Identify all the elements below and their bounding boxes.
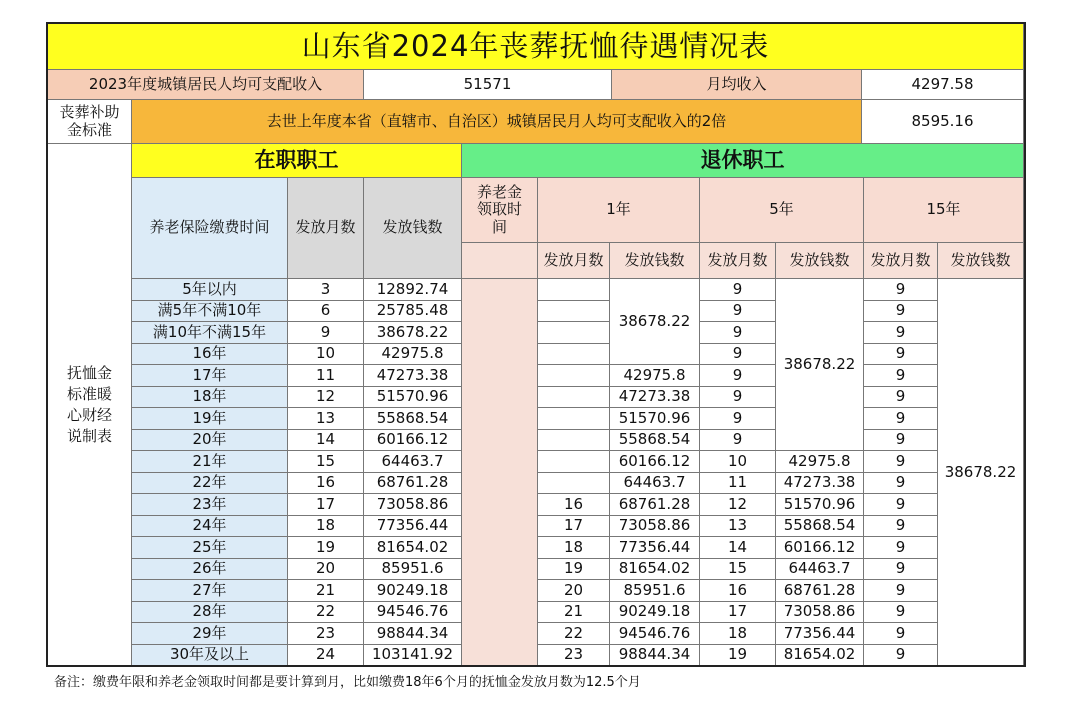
- row-y1-months: [538, 365, 610, 387]
- y15-amount-header: 发放钱数: [938, 243, 1024, 279]
- row-months: 16: [288, 473, 364, 495]
- row-y1-months: [538, 344, 610, 366]
- row-months: 13: [288, 408, 364, 430]
- row-y1-months: 19: [538, 559, 610, 581]
- row-y1-months: [538, 322, 610, 344]
- row-y5-amount: 55868.54: [776, 516, 864, 538]
- row-amount: 60166.12: [364, 430, 462, 452]
- row-y15-months: 9: [864, 301, 938, 323]
- footnote: 备注：缴费年限和养老金领取时间都是要计算到月，比如缴费18年6个月的抚恤金发放月数为12.5个月: [54, 675, 641, 690]
- row-y1-months: 17: [538, 516, 610, 538]
- row-y5-months: 9: [700, 322, 776, 344]
- row-months: 6: [288, 301, 364, 323]
- row-y15-months: 9: [864, 623, 938, 645]
- row-period: 18年: [132, 387, 288, 409]
- row-y5-months: 9: [700, 344, 776, 366]
- income-label: 2023年度城镇居民人均可支配收入: [48, 70, 364, 100]
- row-period: 26年: [132, 559, 288, 581]
- row-y5-amount: 51570.96: [776, 494, 864, 516]
- row-amount: 98844.34: [364, 623, 462, 645]
- group-15-years: 15年: [864, 178, 1024, 243]
- row-period: 27年: [132, 580, 288, 602]
- row-y5-amount: 42975.8: [776, 451, 864, 473]
- active-amount-header: 发放钱数: [364, 178, 462, 279]
- row-y5-months: 15: [700, 559, 776, 581]
- row-y5-months: 9: [700, 387, 776, 409]
- row-y15-months: 9: [864, 645, 938, 667]
- row-amount: 81654.02: [364, 537, 462, 559]
- row-period: 满10年不满15年: [132, 322, 288, 344]
- income-value: 51571: [364, 70, 612, 100]
- row-months: 17: [288, 494, 364, 516]
- row-y1-amount: 68761.28: [610, 494, 700, 516]
- row-months: 18: [288, 516, 364, 538]
- row-y5-months: 13: [700, 516, 776, 538]
- retired-employees-header: 退休职工: [462, 144, 1024, 178]
- row-amount: 38678.22: [364, 322, 462, 344]
- row-y1-amount: 94546.76: [610, 623, 700, 645]
- row-months: 19: [288, 537, 364, 559]
- pension-standard-label: 抚恤金标准暖心财经说制表: [48, 144, 132, 667]
- row-y1-months: [538, 451, 610, 473]
- row-y15-months: 9: [864, 494, 938, 516]
- row-amount: 25785.48: [364, 301, 462, 323]
- row-y1-amount: 42975.8: [610, 365, 700, 387]
- group-5-years: 5年: [700, 178, 864, 243]
- row-period: 30年及以上: [132, 645, 288, 667]
- row-y1-amount: 60166.12: [610, 451, 700, 473]
- row-period: 16年: [132, 344, 288, 366]
- row-y1-amount: 90249.18: [610, 602, 700, 624]
- row-y5-months: 19: [700, 645, 776, 667]
- benefit-table: [46, 22, 1026, 667]
- row-y15-months: 9: [864, 451, 938, 473]
- row-period: 17年: [132, 365, 288, 387]
- row-period: 25年: [132, 537, 288, 559]
- row-amount: 94546.76: [364, 602, 462, 624]
- row-months: 21: [288, 580, 364, 602]
- funeral-subsidy-description: 去世上年度本省（直辖市、自治区）城镇居民月人均可支配收入的2倍: [132, 100, 862, 144]
- row-y1-amount: 73058.86: [610, 516, 700, 538]
- row-amount: 68761.28: [364, 473, 462, 495]
- row-y1-amount: 81654.02: [610, 559, 700, 581]
- row-months: 14: [288, 430, 364, 452]
- monthly-income-value: 4297.58: [862, 70, 1024, 100]
- row-y15-months: 9: [864, 602, 938, 624]
- row-y15-months: 9: [864, 430, 938, 452]
- row-y5-months: 9: [700, 365, 776, 387]
- row-period: 23年: [132, 494, 288, 516]
- row-months: 10: [288, 344, 364, 366]
- row-y1-amount: 64463.7: [610, 473, 700, 495]
- monthly-income-label: 月均收入: [612, 70, 862, 100]
- row-amount: 64463.7: [364, 451, 462, 473]
- row-y5-months: 18: [700, 623, 776, 645]
- row-y5-amount: 64463.7: [776, 559, 864, 581]
- group-1-year: 1年: [538, 178, 700, 243]
- pension-time-column-body: [462, 279, 538, 667]
- row-period: 28年: [132, 602, 288, 624]
- row-y1-months: [538, 473, 610, 495]
- row-y15-months: 9: [864, 559, 938, 581]
- row-y15-months: 9: [864, 322, 938, 344]
- row-amount: 42975.8: [364, 344, 462, 366]
- y5-merged-amount: 38678.22: [776, 279, 864, 451]
- row-y1-amount: 55868.54: [610, 430, 700, 452]
- row-y5-months: 9: [700, 408, 776, 430]
- row-period: 20年: [132, 430, 288, 452]
- row-amount: 73058.86: [364, 494, 462, 516]
- row-y15-months: 9: [864, 580, 938, 602]
- row-amount: 103141.92: [364, 645, 462, 667]
- active-months-header: 发放月数: [288, 178, 364, 279]
- row-y5-months: 9: [700, 430, 776, 452]
- row-y1-amount: 98844.34: [610, 645, 700, 667]
- row-y1-amount: 85951.6: [610, 580, 700, 602]
- row-months: 12: [288, 387, 364, 409]
- row-amount: 85951.6: [364, 559, 462, 581]
- row-months: 24: [288, 645, 364, 667]
- row-y1-amount: 77356.44: [610, 537, 700, 559]
- y15-months-header: 发放月数: [864, 243, 938, 279]
- row-y5-amount: 68761.28: [776, 580, 864, 602]
- row-y1-months: [538, 387, 610, 409]
- row-y15-months: 9: [864, 365, 938, 387]
- row-y15-months: 9: [864, 537, 938, 559]
- row-months: 15: [288, 451, 364, 473]
- row-y15-months: 9: [864, 387, 938, 409]
- row-y5-amount: 81654.02: [776, 645, 864, 667]
- funeral-subsidy-value: 8595.16: [862, 100, 1024, 144]
- row-y1-months: 18: [538, 537, 610, 559]
- row-y15-months: 9: [864, 408, 938, 430]
- row-months: 11: [288, 365, 364, 387]
- y5-amount-header: 发放钱数: [776, 243, 864, 279]
- row-y15-months: 9: [864, 344, 938, 366]
- row-amount: 51570.96: [364, 387, 462, 409]
- payment-period-header: 养老保险缴费时间: [132, 178, 288, 279]
- row-y1-months: [538, 279, 610, 301]
- row-months: 9: [288, 322, 364, 344]
- row-y1-months: [538, 301, 610, 323]
- pension-time-subheader: [462, 243, 538, 279]
- row-months: 22: [288, 602, 364, 624]
- row-y5-amount: 60166.12: [776, 537, 864, 559]
- row-y1-months: 16: [538, 494, 610, 516]
- row-y1-months: 22: [538, 623, 610, 645]
- y15-merged-amount: 38678.22: [938, 279, 1024, 667]
- row-y1-months: 21: [538, 602, 610, 624]
- row-period: 满5年不满10年: [132, 301, 288, 323]
- pension-time-header: 养老金领取时间: [462, 178, 538, 243]
- row-y15-months: 9: [864, 516, 938, 538]
- row-y5-months: 10: [700, 451, 776, 473]
- row-y1-months: 20: [538, 580, 610, 602]
- row-y5-amount: 73058.86: [776, 602, 864, 624]
- row-y5-months: 9: [700, 301, 776, 323]
- row-y15-months: 9: [864, 473, 938, 495]
- row-period: 22年: [132, 473, 288, 495]
- active-employees-header: 在职职工: [132, 144, 462, 178]
- row-period: 19年: [132, 408, 288, 430]
- row-period: 29年: [132, 623, 288, 645]
- row-amount: 12892.74: [364, 279, 462, 301]
- row-amount: 90249.18: [364, 580, 462, 602]
- row-amount: 77356.44: [364, 516, 462, 538]
- row-y5-months: 14: [700, 537, 776, 559]
- row-y1-months: [538, 408, 610, 430]
- row-y15-months: 9: [864, 279, 938, 301]
- row-amount: 47273.38: [364, 365, 462, 387]
- row-y1-months: 23: [538, 645, 610, 667]
- row-y5-months: 12: [700, 494, 776, 516]
- row-period: 5年以内: [132, 279, 288, 301]
- row-months: 3: [288, 279, 364, 301]
- row-period: 21年: [132, 451, 288, 473]
- row-y1-months: [538, 430, 610, 452]
- y1-merged-amount: 38678.22: [610, 279, 700, 365]
- row-y5-months: 16: [700, 580, 776, 602]
- row-y5-months: 17: [700, 602, 776, 624]
- funeral-subsidy-label: 丧葬补助金标准: [48, 100, 132, 144]
- row-months: 20: [288, 559, 364, 581]
- row-amount: 55868.54: [364, 408, 462, 430]
- row-y1-amount: 47273.38: [610, 387, 700, 409]
- row-y1-amount: 51570.96: [610, 408, 700, 430]
- row-y5-amount: 47273.38: [776, 473, 864, 495]
- row-y5-months: 11: [700, 473, 776, 495]
- row-months: 23: [288, 623, 364, 645]
- y5-months-header: 发放月数: [700, 243, 776, 279]
- row-y5-amount: 77356.44: [776, 623, 864, 645]
- y1-months-header: 发放月数: [538, 243, 610, 279]
- row-period: 24年: [132, 516, 288, 538]
- table-title: 山东省2024年丧葬抚恤待遇情况表: [48, 24, 1024, 70]
- y1-amount-header: 发放钱数: [610, 243, 700, 279]
- row-y5-months: 9: [700, 279, 776, 301]
